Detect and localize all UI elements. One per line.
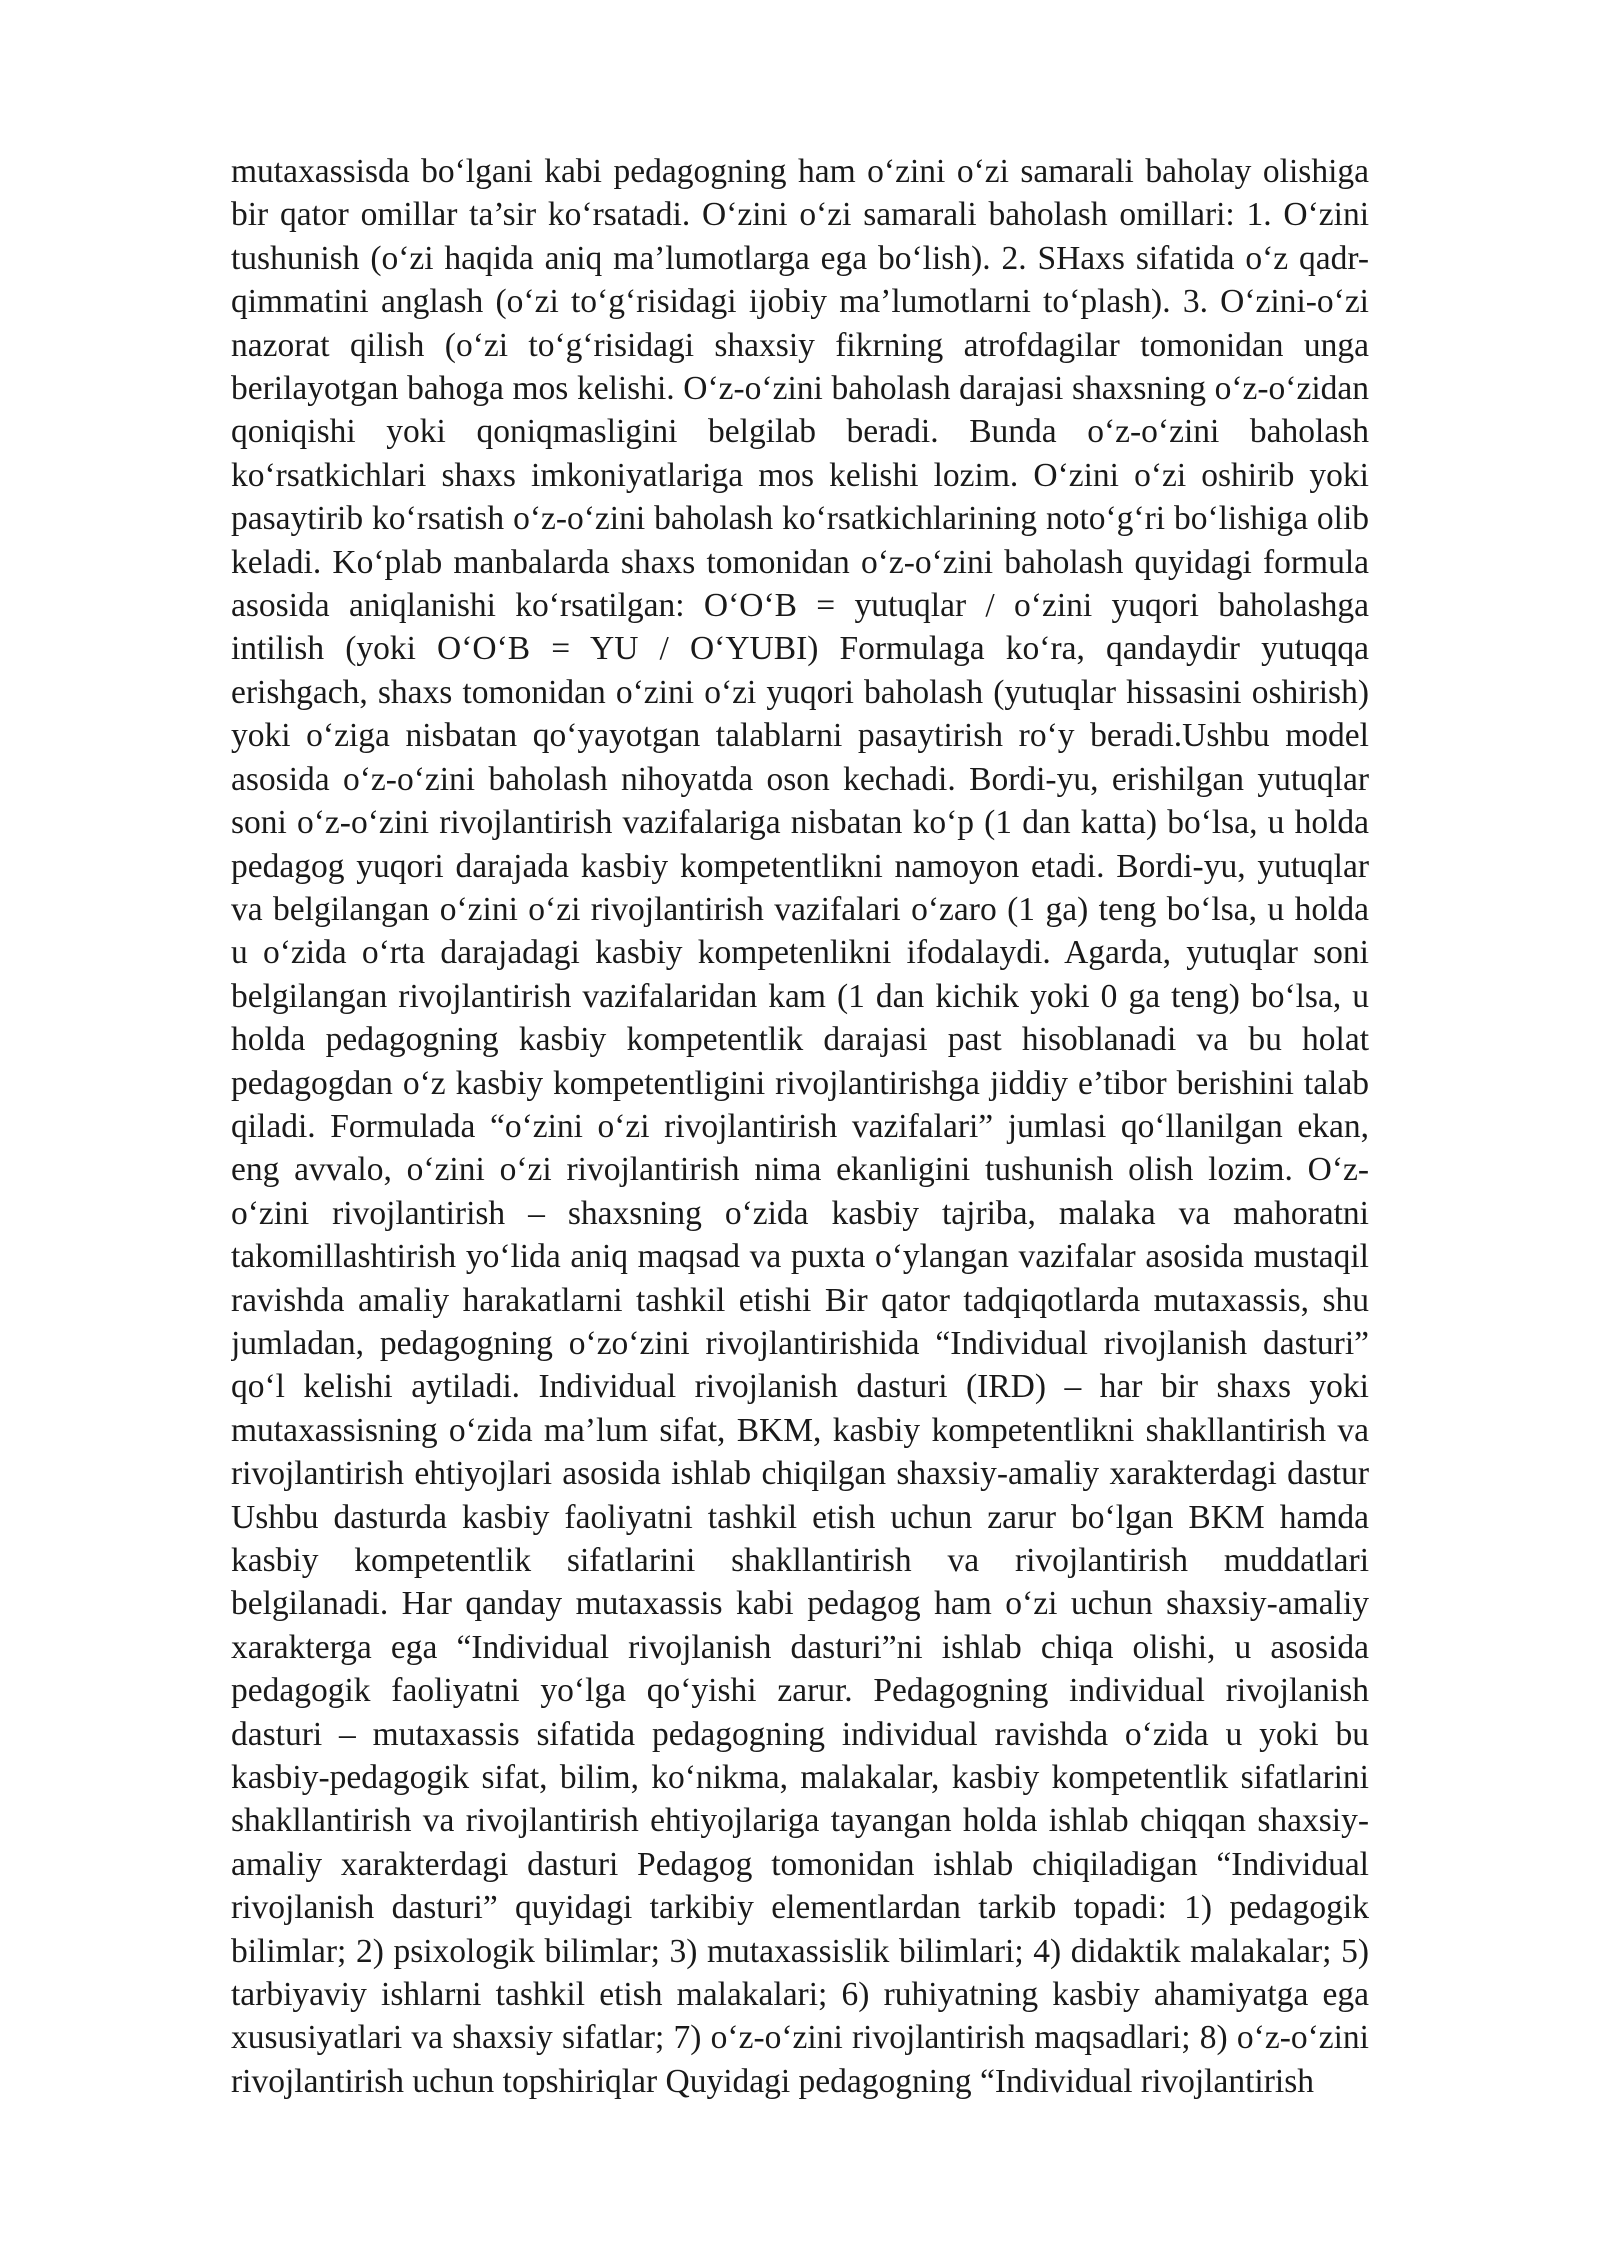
- body-paragraph: mutaxassisda bo‘lgani kabi pedagogning ham o‘zini o‘zi samarali baholay olishiga bir qator omillar ta’sir ko‘rsatadi. O‘zini o‘zi samarali baholash omillari: 1. O‘zini tushunish (o‘zi haqida aniq ma’lumotlarga ega bo‘lish). 2. SHaxs sifatida o‘z qadr-qimmatini anglash (o‘zi to‘g‘risidagi ijobiy ma’lumotlarni to‘plash). 3. O‘zini-o‘zi nazorat qilish (o‘zi to‘g‘risidagi shaxsiy fikrning atrofdagilar tomonidan unga berilayotgan bahoga mos kelishi. O‘z-o‘zini baholash darajasi shaxsning o‘z-o‘zidan qoniqishi yoki qoniqmasligini belgilab beradi. Bunda o‘z-o‘zini baholash ko‘rsatkichlari shaxs imkoniyatlariga mos kelishi lozim. O‘zini o‘zi oshirib yoki pasaytirib ko‘rsatish o‘z-o‘zini baholash ko‘rsatkichlarining noto‘g‘ri bo‘lishiga olib keladi. Ko‘plab manbalarda shaxs tomonidan o‘z-o‘zini baholash quyidagi formula asosida aniqlanishi ko‘rsatilgan: O‘O‘B = yutuqlar / o‘zini yuqori baholashga intilish (yoki O‘O‘B = YU / O‘YUBI) Formulaga ko‘ra, qandaydir yutuqqa erishgach, shaxs tomonidan o‘zini o‘zi yuqori baholash (yutuqlar hissasini oshirish) yoki o‘ziga nisbatan qo‘yayotgan talablarni pasaytirish ro‘y beradi.Ushbu model asosida o‘z-o‘zini baholash nihoyatda oson kechadi. Bordi-yu, erishilgan yutuqlar soni o‘z-o‘zini rivojlantirish vazifalariga nisbatan ko‘p (1 dan katta) bo‘lsa, u holda pedagog yuqori darajada kasbiy kompetentlikni namoyon etadi. Bordi-yu, yutuqlar va belgilangan o‘zini o‘zi rivojlantirish vazifalari o‘zaro (1 ga) teng bo‘lsa, u holda u o‘zida o‘rta darajadagi kasbiy kompetenlikni ifodalaydi. Agarda, yutuqlar soni belgilangan rivojlantirish vazifalaridan kam (1 dan kichik yoki 0 ga teng) bo‘lsa, u holda pedagogning kasbiy kompetentlik darajasi past hisoblanadi va bu holat pedagogdan o‘z kasbiy kompetentligini rivojlantirishga jiddiy e’tibor berishini talab qiladi. Formulada “o‘zini o‘zi rivojlantirish vazifalari” jumlasi qo‘llanilgan ekan, eng avvalo, o‘zini o‘zi rivojlantirish nima ekanligini tushunish olish lozim. O‘z-o‘zini rivojlantirish – shaxsning o‘zida kasbiy tajriba, malaka va mahoratni takomillashtirish yo‘lida aniq maqsad va puxta o‘ylangan vazifalar asosida mustaqil ravishda amaliy harakatlarni tashkil etishi Bir qator tadqiqotlarda mutaxassis, shu jumladan, pedagogning o‘zo‘zini rivojlantirishida “Individual rivojlanish dasturi” qo‘l kelishi aytiladi. Individual rivojlanish dasturi (IRD) – har bir shaxs yoki mutaxassisning o‘zida ma’lum sifat, BKM, kasbiy kompetentlikni shakllantirish va rivojlantirish ehtiyojlari asosida ishlab chiqilgan shaxsiy-amaliy xarakterdagi dastur Ushbu dasturda kasbiy faoliyatni tashkil etish uchun zarur bo‘lgan BKM hamda kasbiy kompetentlik sifatlarini shakllantirish va rivojlantirish muddatlari belgilanadi. Har qanday mutaxassis kabi pedagog ham o‘zi uchun shaxsiy-amaliy xarakterga ega “Individual rivojlanish dasturi”ni ishlab chiqa olishi, u asosida pedagogik faoliyatni yo‘lga qo‘yishi zarur. Pedagogning individual rivojlanish dasturi – mutaxassis sifatida pedagogning individual ravishda o‘zida u yoki bu kasbiy-pedagogik sifat, bilim, ko‘nikma, malakalar, kasbiy kompetentlik sifatlarini shakllantirish va rivojlantirish ehtiyojlariga tayangan holda ishlab chiqqan shaxsiy-amaliy xarakterdagi dasturi Pedagog tomonidan ishlab chiqiladigan “Individual rivojlanish dasturi” quyidagi tarkibiy elementlardan tarkib topadi: 1) pedagogik bilimlar; 2) psixologik bilimlar; 3) mutaxassislik bilimlari; 4) didaktik malakalar; 5) tarbiyaviy ishlarni tashkil etish malakalari; 6) ruhiyatning kasbiy ahamiyatga ega xususiyatlari va shaxsiy sifatlar; 7) o‘z-o‘zini rivojlantirish maqsadlari; 8) o‘z-o‘zini rivojlantirish uchun topshiriqlar Quyidagi pedagogning “Individual rivojlantirish: [231, 153, 1369, 2100]
- document-page: [231, 150, 1369, 2150]
